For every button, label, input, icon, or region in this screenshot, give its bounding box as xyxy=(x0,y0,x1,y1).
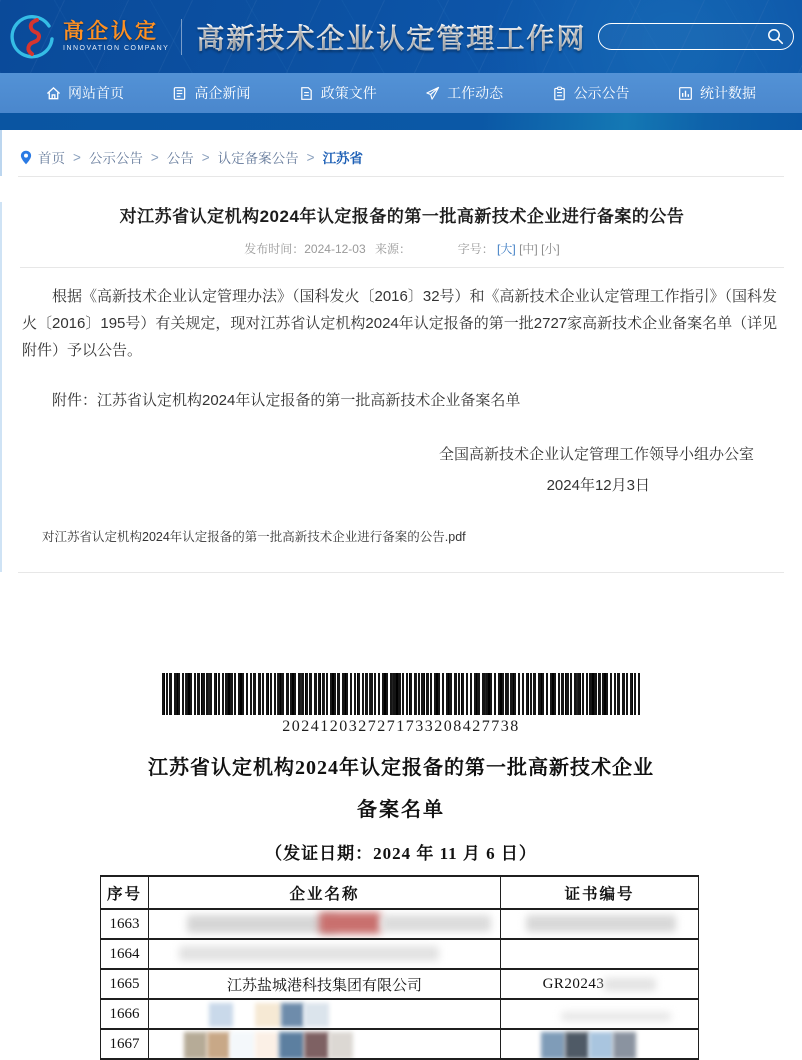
breadcrumb xyxy=(0,130,802,176)
cell-cert-redacted xyxy=(501,1029,699,1059)
article-title: 对江苏省认定机构2024年认定报备的第一批高新技术企业进行备案的公告 xyxy=(119,207,685,226)
barcode-image xyxy=(162,673,640,715)
nav-item-policy[interactable] xyxy=(289,73,387,113)
search-icon[interactable] xyxy=(767,28,784,45)
nav-item-statistics[interactable] xyxy=(668,73,766,113)
cell-no: 1664 xyxy=(101,939,149,969)
table-row xyxy=(101,909,699,939)
site-logo[interactable] xyxy=(10,14,169,60)
table-row xyxy=(101,999,699,1029)
col-header-no: 序号 xyxy=(101,876,149,909)
redaction-pixel xyxy=(329,1032,353,1059)
cell-name: 江苏盐城港科技集团有限公司 xyxy=(149,969,501,999)
col-header-cert: 证书编号 xyxy=(501,876,699,909)
redaction-pixel xyxy=(230,1032,255,1059)
announcement-article xyxy=(0,202,802,572)
nav-item-home[interactable] xyxy=(36,73,134,113)
font-size-mid-button[interactable]: [中] xyxy=(519,242,538,256)
redaction-pixel xyxy=(589,1032,613,1059)
main-nav xyxy=(0,73,802,113)
breadcrumb-filing-announcements[interactable]: 认定备案公告 xyxy=(217,151,299,166)
redaction-pixel xyxy=(613,1032,636,1059)
breadcrumb-announcements[interactable]: 公告 xyxy=(166,151,194,166)
cell-no: 1666 xyxy=(101,999,149,1029)
search-box[interactable] xyxy=(598,23,794,50)
cell-no: 1665 xyxy=(101,969,149,999)
table-row xyxy=(101,969,699,999)
publish-time-value: 2024-12-03 xyxy=(304,242,366,256)
nav-item-notices[interactable] xyxy=(542,73,640,113)
doc-title-line2: 备案名单 xyxy=(357,799,445,821)
doc-title-line1: 江苏省认定机构2024年认定报备的第一批高新技术企业 xyxy=(148,757,654,779)
cell-name-redacted xyxy=(149,1029,501,1059)
cell-cert-partial: GR20243 xyxy=(501,969,699,999)
nav-label: 政策文件 xyxy=(320,85,377,101)
nav-label: 高企新闻 xyxy=(194,85,251,101)
enterprise-table xyxy=(100,875,699,1060)
cell-cert-redacted xyxy=(501,909,699,939)
logo-subtitle: INNOVATION COMPANY xyxy=(63,45,170,52)
redaction-blur xyxy=(561,1012,671,1021)
nav-item-news[interactable] xyxy=(162,73,260,113)
location-pin-icon xyxy=(20,150,32,165)
breadcrumb-current-jiangsu: 江苏省 xyxy=(322,151,364,166)
policy-doc-icon xyxy=(299,86,314,101)
doc-issue-date: （发证日期：2024 年 11 月 6 日） xyxy=(265,844,537,863)
cell-no: 1667 xyxy=(101,1029,149,1059)
redaction-pixel xyxy=(565,1032,589,1059)
meta-divider xyxy=(20,267,784,268)
breadcrumb-notices[interactable]: 公示公告 xyxy=(88,151,143,166)
font-size-label: 字号： xyxy=(457,242,494,256)
nav-label: 公示公告 xyxy=(573,85,630,101)
site-header xyxy=(0,0,802,73)
pdf-attachment-link[interactable]: 对江苏省认定机构2024年认定报备的第一批高新技术企业进行备案的公告.pdf xyxy=(42,530,466,544)
redaction-blur xyxy=(526,915,676,932)
nav-label: 工作动态 xyxy=(447,85,504,101)
home-icon xyxy=(46,86,61,101)
redaction-pixel xyxy=(207,1032,230,1059)
scanned-document xyxy=(0,673,802,1060)
redaction-blur xyxy=(604,978,656,991)
barcode-number: 2024120327271733208427738 xyxy=(282,718,520,735)
breadcrumb-separator: > xyxy=(201,149,210,165)
nav-label: 统计数据 xyxy=(699,85,756,101)
redaction-blur xyxy=(319,912,381,934)
redaction-pixel xyxy=(541,1032,565,1059)
news-icon xyxy=(172,86,187,101)
breadcrumb-separator: > xyxy=(150,149,159,165)
signer-line: 全国高新技术企业认定管理工作领导小组办公室 xyxy=(438,446,754,463)
header-sub-strip xyxy=(0,113,802,130)
table-row xyxy=(101,1029,699,1059)
redaction-pixel xyxy=(304,1032,329,1059)
cell-name-redacted xyxy=(149,909,501,939)
cell-name-redacted xyxy=(149,999,501,1029)
nav-item-updates[interactable] xyxy=(415,73,513,113)
site-title: 高新技术企业认定管理工作网 xyxy=(196,17,586,57)
logo-title: 高企认定 xyxy=(63,20,159,43)
redaction-pixel xyxy=(279,1032,304,1059)
col-header-name: 企业名称 xyxy=(149,876,501,909)
cell-no: 1663 xyxy=(101,909,149,939)
cell-cert-redacted xyxy=(501,999,699,1029)
breadcrumb-separator: > xyxy=(73,149,81,165)
cell-name-redacted xyxy=(149,939,501,969)
font-size-small-button[interactable]: [小] xyxy=(541,242,560,256)
breadcrumb-home[interactable]: 首页 xyxy=(38,151,65,166)
logo-divider xyxy=(181,19,182,55)
redaction-blur xyxy=(187,915,337,933)
article-bottom-divider xyxy=(18,572,784,573)
redaction-pixel xyxy=(255,1032,279,1059)
breadcrumb-separator: > xyxy=(306,149,315,165)
paper-plane-icon xyxy=(425,86,440,101)
article-paragraph: 根据《高新技术企业认定管理办法》（国科发火〔2016〕32号）和《高新技术企业认定管理工作指引》（国科发火〔2016〕195号）有关规定，现对江苏省认定机构2024年认定报备的第一批2727家高新技术企业备案名单（详见附件）予以公告。 xyxy=(22,288,778,359)
table-header-row xyxy=(101,876,699,909)
source-label: 来源： xyxy=(374,242,411,256)
breadcrumb-divider xyxy=(18,176,784,177)
logo-swirl-icon xyxy=(10,14,56,60)
nav-label: 网站首页 xyxy=(68,85,124,101)
redaction-blur xyxy=(179,946,439,961)
chart-icon xyxy=(678,86,693,101)
sign-date-line: 2024年12月3日 xyxy=(546,477,650,494)
font-size-big-button[interactable]: [大] xyxy=(497,242,516,256)
redaction-pixel xyxy=(184,1032,207,1059)
attachment-line: 附件：江苏省认定机构2024年认定报备的第一批高新技术企业备案名单 xyxy=(52,392,521,409)
redaction-blur xyxy=(381,915,491,932)
article-meta xyxy=(2,240,802,257)
table-row xyxy=(101,939,699,969)
search-input[interactable] xyxy=(611,29,767,44)
clipboard-icon xyxy=(552,86,567,101)
publish-time-label: 发布时间： xyxy=(244,242,305,256)
cell-cert-redacted xyxy=(501,939,699,969)
